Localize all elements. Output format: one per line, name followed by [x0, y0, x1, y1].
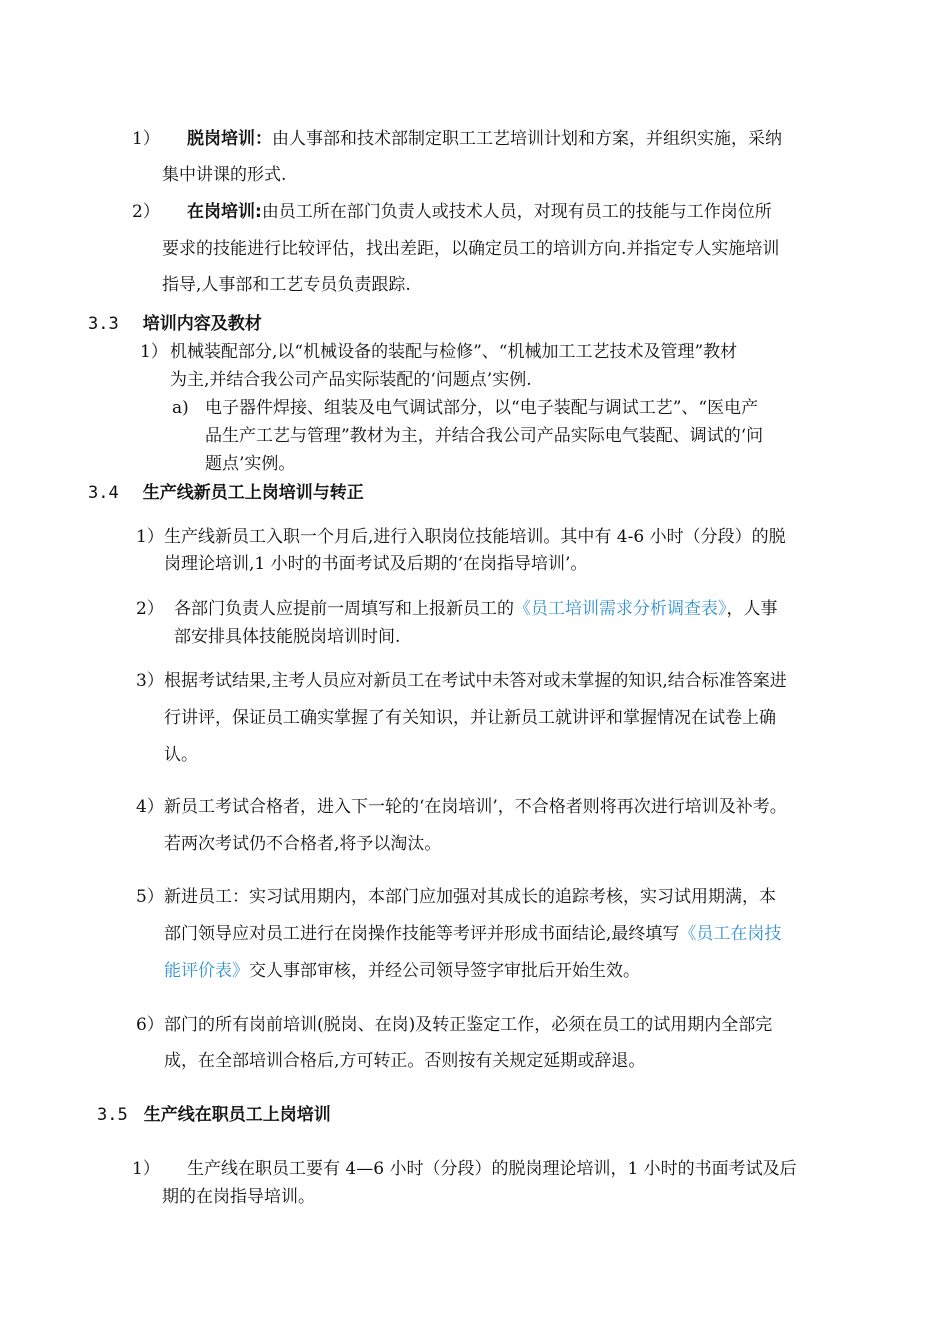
paragraph-line: 脱岗培训：由人事部和技术部制定职工工艺培训计划和方案，并组织实施，采纳: [187, 129, 782, 149]
paragraph-line: 行讲评，保证员工确实掌握了有关知识，并让新员工就讲评和掌握情况在试卷上确: [164, 708, 776, 728]
list-number: 6）: [136, 1015, 164, 1035]
paragraph-line: 新进员工：实习试用期内，本部门应加强对其成长的追踪考核，实习试用期满，本: [164, 887, 776, 907]
paragraph-line: 成，在全部培训合格后,方可转正。否则按有关规定延期或辞退。: [164, 1051, 646, 1071]
term-label: 在岗培训: [187, 202, 255, 222]
paragraph-line: 部安排具体技能脱岗培训时间.: [174, 627, 401, 647]
paragraph-line: 生产线在职员工要有 4—6 小时（分段）的脱岗理论培训，1 小时的书面考试及后: [187, 1159, 797, 1179]
paragraph-line: 电子器件焊接、组装及电气调试部分，以“电子装配与调试工艺”、“医电产: [205, 398, 759, 418]
form-link-training-needs[interactable]: 《员工培训需求分析调查表》: [514, 599, 727, 619]
section-number: 3.3: [88, 314, 119, 334]
list-number: 2）: [132, 202, 160, 222]
list-number: 3）: [136, 671, 164, 691]
paragraph-line: 生产线新员工入职一个月后,进行入职岗位技能培训。其中有 4-6 小时（分段）的脱: [164, 527, 786, 547]
section-number: 3.4: [88, 483, 119, 503]
list-number: 4）: [136, 797, 164, 817]
paragraph-line: 题点’实例。: [205, 454, 296, 474]
list-number: 1）: [140, 342, 168, 362]
section-number: 3.5: [97, 1105, 128, 1125]
section-heading: [88, 312, 262, 336]
list-number: 2）: [136, 599, 164, 619]
list-number: 1）: [136, 527, 164, 547]
list-number: 1）: [132, 129, 160, 149]
paragraph-line: 各部门负责人应提前一周填写和上报新员工的《员工培训需求分析调查表》，人事: [174, 599, 778, 619]
paragraph-line: 根据考试结果,主考人员应对新员工在考试中未答对或未掌握的知识,结合标准答案进: [164, 671, 787, 691]
list-number: 5）: [136, 887, 164, 907]
paragraph-line: 部门领导应对员工进行在岗操作技能等考评并形成书面结论,最终填写《员工在岗技: [164, 924, 782, 944]
paragraph-line: 为主,并结合我公司产品实际装配的‘问题点’实例.: [170, 370, 532, 390]
paragraph-line: 能评价表》交人事部审核，并经公司领导签字审批后开始生效。: [164, 961, 640, 981]
paragraph-line: 新员工考试合格者，进入下一轮的‘在岗培训’，不合格者则将再次进行培训及补考。: [164, 797, 787, 817]
form-link-skill-evaluation[interactable]: 《员工在岗技: [679, 924, 782, 944]
term-label: 脱岗培训: [187, 129, 255, 149]
list-number: a): [172, 398, 189, 418]
section-title: 生产线在职员工上岗培训: [143, 1105, 331, 1125]
paragraph-line: 岗理论培训,1 小时的书面考试及后期的‘在岗指导培训’。: [164, 554, 588, 574]
section-title: 生产线新员工上岗培训与转正: [142, 483, 364, 503]
paragraph-line: 期的在岗指导培训。: [162, 1187, 315, 1207]
paragraph-line: 在岗培训:由员工所在部门负责人或技术人员，对现有员工的技能与工作岗位所: [187, 202, 772, 222]
paragraph-line: 品生产工艺与管理”教材为主，并结合我公司产品实际电气装配、调试的‘问: [205, 426, 764, 446]
list-number: 1）: [132, 1159, 160, 1179]
section-title: 培训内容及教材: [142, 314, 262, 334]
paragraph-line: 集中讲课的形式.: [162, 165, 287, 185]
paragraph-line: 部门的所有岗前培训(脱岗、在岗)及转正鉴定工作，必须在员工的试用期内全部完: [164, 1015, 773, 1035]
paragraph-line: 若两次考试仍不合格者,将予以淘汰。: [164, 834, 442, 854]
section-heading: [88, 481, 364, 505]
paragraph-line: 要求的技能进行比较评估，找出差距，以确定员工的培训方向.并指定专人实施培训: [162, 239, 780, 259]
paragraph-line: 指导,人事部和工艺专员负责跟踪.: [162, 275, 411, 295]
paragraph-line: 认。: [164, 745, 198, 765]
form-link-skill-evaluation-cont[interactable]: 能评价表》: [164, 961, 249, 981]
section-heading: [97, 1103, 331, 1127]
paragraph-line: 机械装配部分,以“机械设备的装配与检修”、“机械加工工艺技术及管理”教材: [170, 342, 738, 362]
